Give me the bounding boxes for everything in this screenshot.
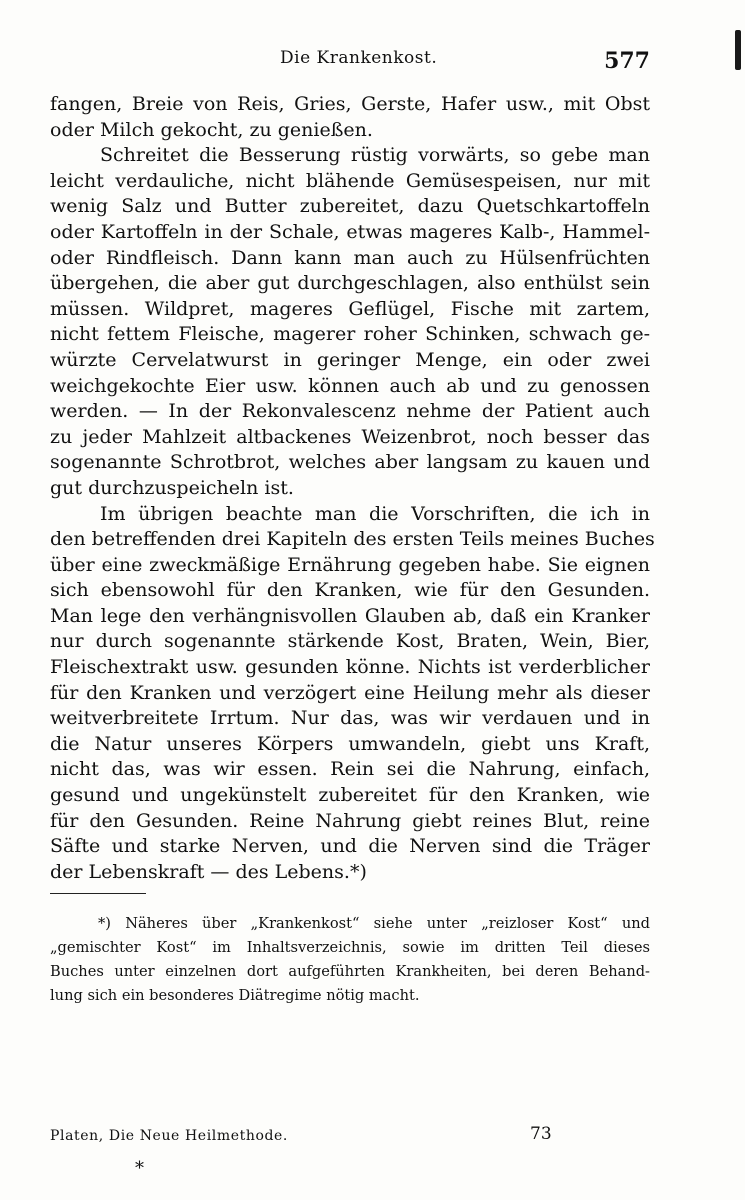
text-line: oder Rindfleisch. Dann kann man auch zu Hülsenfrüchten [50,246,650,269]
text-line: der Lebenskraft — des Lebens.*) [50,860,367,883]
footnote-line: „gemischter Kost“ im Inhaltsverzeichnis, sowie im dritten Teil dieses [50,939,650,956]
text-line: übergehen, die aber gut durchgeschlagen, also enthülst sein [50,272,650,295]
text-line: fangen, Breie von Reis, Gries, Gerste, Hafer usw., mit Obst [50,93,650,115]
text-line: nicht das, was wir essen. Rein sei die Nahrung, einfach, [50,758,650,781]
text-line: leicht verdauliche, nicht blähende Gemüsespeisen, nur mit [50,169,650,192]
footnote [50,912,650,1008]
asterisk-mark: * [135,1158,144,1179]
footnote-line: Buches unter einzelnen dort aufgeführten Krankheiten, bei deren Behand- [50,963,650,980]
text-line: wenig Salz und Butter zubereitet, dazu Quetschkartoffeln [50,195,650,218]
body-text [50,92,655,885]
text-line: Schreitet die Besserung rüstig vorwärts, so gebe man [100,144,650,167]
text-line: Man lege den verhängnisvollen Glauben ab, daß ein Kranker [50,604,650,627]
running-head [50,48,650,74]
text-line: weichgekochte Eier usw. können auch ab und zu genossen [50,374,650,397]
sheet-number: 73 [530,1124,552,1144]
text-line: sich ebensowohl für den Kranken, wie für den Gesunden. [50,579,650,602]
text-line: weitverbreitete Irrtum. Nur das, was wir verdauen und in [50,707,650,730]
text-line: werden. — In der Rekonvalescenz nehme der Patient auch [50,400,650,423]
text-line: Fleischextrakt usw. gesunden könne. Nichts ist verderblicher [50,656,650,679]
footnote-line: *) Näheres über „Krankenkost“ siehe unter „reizloser Kost“ und [98,915,650,932]
text-line: nicht fettem Fleische, magerer roher Schinken, schwach ge- [50,323,650,346]
text-line: müssen. Wildpret, mageres Geflügel, Fische mit zartem, [50,297,650,320]
footnote-line: lung sich ein besonderes Diätregime nötig macht. [50,987,420,1004]
page-edge-mark [735,30,741,70]
text-line: über eine zweckmäßige Ernährung gegeben habe. Sie eignen [50,553,650,576]
page-number: 577 [604,48,650,74]
text-line: für den Kranken und verzögert eine Heilung mehr als dieser [50,681,650,704]
text-line: nur durch sogenannte stärkende Kost, Braten, Wein, Bier, [50,630,650,653]
text-line: gesund und ungekünstelt zubereitet für den Kranken, wie [50,784,650,807]
text-line: gut durchzuspeicheln ist. [50,476,294,499]
printer-signature: Platen, Die Neue Heilmethode. [50,1128,288,1144]
text-line: oder Milch gekocht, zu genießen. [50,118,373,141]
text-line: den betreffenden drei Kapiteln des ersten Teils meines Buches [50,528,655,551]
text-line: sogenannte Schrotbrot, welches aber langsam zu kauen und [50,451,650,474]
text-line: die Natur unseres Körpers umwandeln, giebt uns Kraft, [50,732,650,755]
text-line: oder Kartoffeln in der Schale, etwas mageres Kalb-, Hammel- [50,220,650,243]
footnote-rule [50,893,146,894]
running-title: Die Krankenkost. [280,48,438,68]
text-line: für den Gesunden. Reine Nahrung giebt reines Blut, reine [50,809,650,832]
text-line: Im übrigen beachte man die Vorschriften, die ich in [100,502,650,525]
text-line: würzte Cervelatwurst in geringer Menge, ein oder zwei [50,348,650,371]
text-line: Säfte und starke Nerven, und die Nerven sind die Träger [50,835,650,858]
text-line: zu jeder Mahlzeit altbackenes Weizenbrot, noch besser das [50,425,650,448]
